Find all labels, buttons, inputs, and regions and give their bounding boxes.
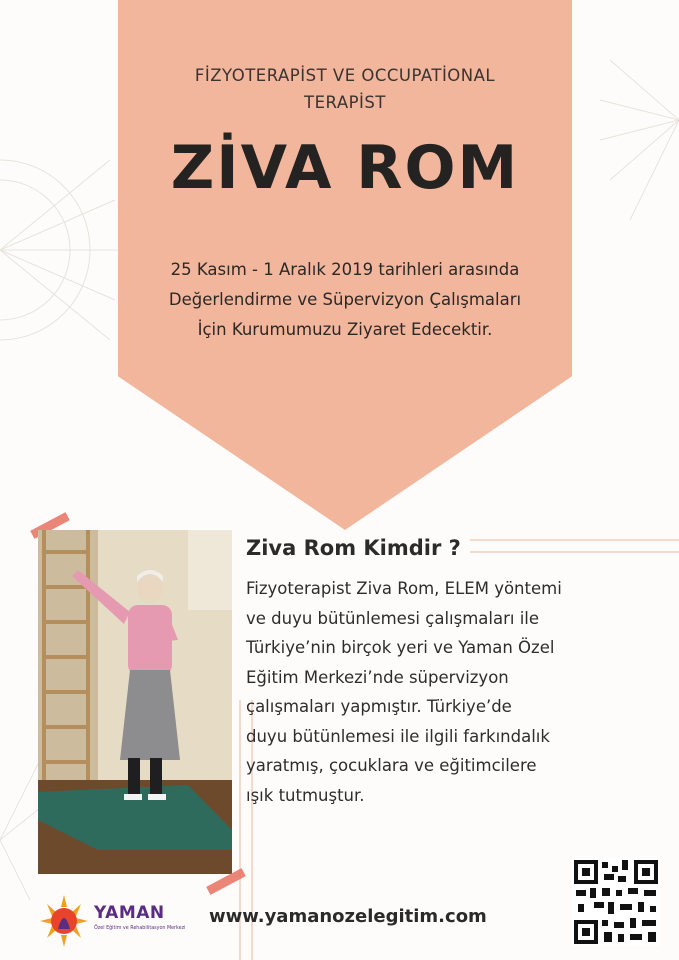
logo-subtitle: Özel Eğitim ve Rehabilitasyon Merkezi — [94, 926, 186, 931]
qr-code[interactable] — [572, 858, 660, 946]
logo-name: YAMAN — [94, 903, 165, 923]
yaman-logo — [38, 893, 188, 949]
bio-line: Fizyoterapist Ziva Rom, ELEM yöntemi — [246, 579, 562, 598]
qr-code-icon — [572, 858, 660, 946]
bio-line: ve duyu bütünlemesi çalışmaları ile — [246, 608, 540, 628]
bio-text — [246, 574, 666, 810]
portrait-photo — [38, 530, 232, 874]
bio-line: duyu bütünlemesi ile ilgili farkındalık — [246, 726, 550, 746]
bio-line: çalışmaları yapmıştır. Türkiye’de — [246, 697, 512, 716]
bio-line: yaratmış, çocuklara ve eğitimcilere — [246, 756, 537, 775]
subtitle-line: FİZYOTERAPİST VE OCCUPATİONAL — [194, 66, 496, 85]
profession-subtitle — [118, 62, 572, 116]
section-title: Ziva Rom Kimdir ? — [246, 536, 461, 560]
website-url[interactable]: www.yamanozelegitim.com — [209, 906, 487, 927]
sun-logo-icon — [38, 893, 90, 949]
announcement-line: İçin Kurumumuzu Ziyaret Edecektir. — [197, 320, 493, 339]
bio-line: ışık tutmuştur. — [246, 785, 365, 805]
announcement-line: Değerlendirme ve Süpervizyon Çalışmaları — [168, 290, 522, 309]
person-name: ZİVA ROM — [170, 133, 520, 203]
subtitle-line: TERAPİST — [304, 93, 386, 112]
announcement-line: 25 Kasım - 1 Aralık 2019 tarihleri arasında — [170, 260, 520, 279]
bio-line: Türkiye’nin birçok yeri ve Yaman Özel — [246, 638, 555, 657]
bio-line: Eğitim Merkezi’nde süpervizyon — [246, 667, 509, 687]
visit-announcement — [118, 255, 572, 345]
